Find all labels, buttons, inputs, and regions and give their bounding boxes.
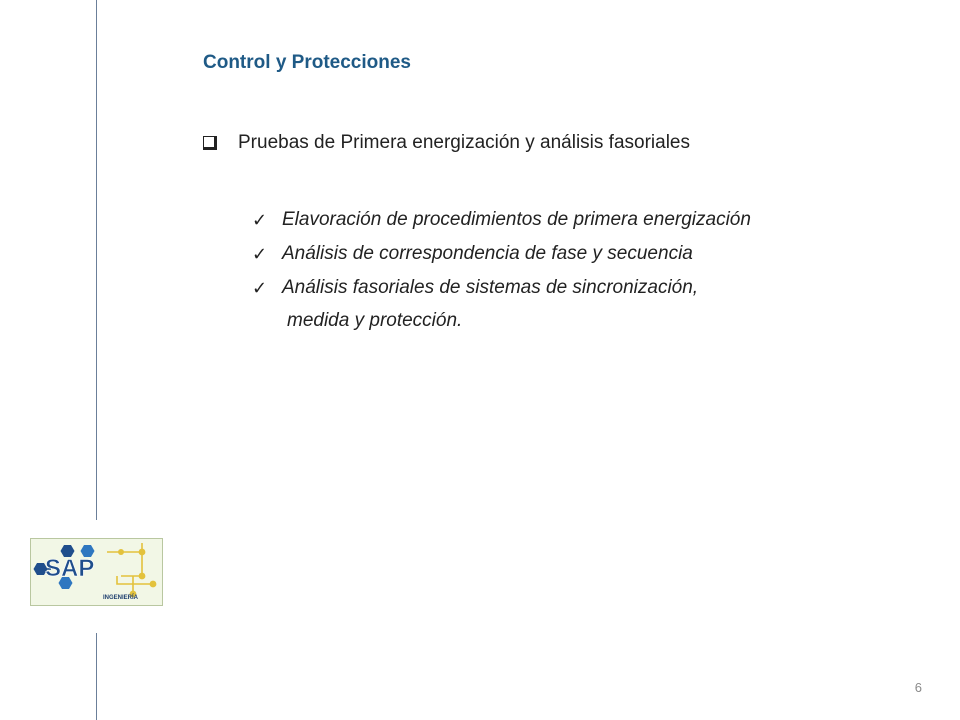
logo-main-text: SAP	[45, 555, 95, 582]
list-item	[252, 271, 751, 305]
section-heading-text: Pruebas de Primera energización y análisis fasoriales	[238, 132, 691, 153]
list-item-text: Análisis de correspondencia de fase y secuencia	[282, 243, 693, 264]
page-number: 6	[914, 680, 922, 695]
logo-sub-text: INGENIERÍA	[103, 595, 139, 601]
list-item-text: Análisis fasoriales de sistemas de sincronización,	[282, 277, 699, 298]
logo-graphic	[31, 539, 162, 605]
checkbox-bullet-icon	[203, 136, 217, 150]
slide-title: Control y Protecciones	[203, 52, 411, 73]
list-item-continuation: medida y protección.	[287, 310, 463, 331]
left-divider-line-bottom	[96, 633, 97, 720]
company-logo	[30, 538, 163, 606]
list-item	[252, 237, 751, 271]
checkmark-icon: ✓	[252, 278, 268, 298]
checkmark-icon: ✓	[252, 210, 268, 230]
checklist	[252, 203, 751, 305]
list-item	[252, 203, 751, 237]
left-divider-line-top	[96, 0, 97, 520]
section-heading	[203, 132, 690, 154]
checkmark-icon: ✓	[252, 244, 268, 264]
list-item-text: Elavoración de procedimientos de primera energización	[282, 209, 751, 230]
